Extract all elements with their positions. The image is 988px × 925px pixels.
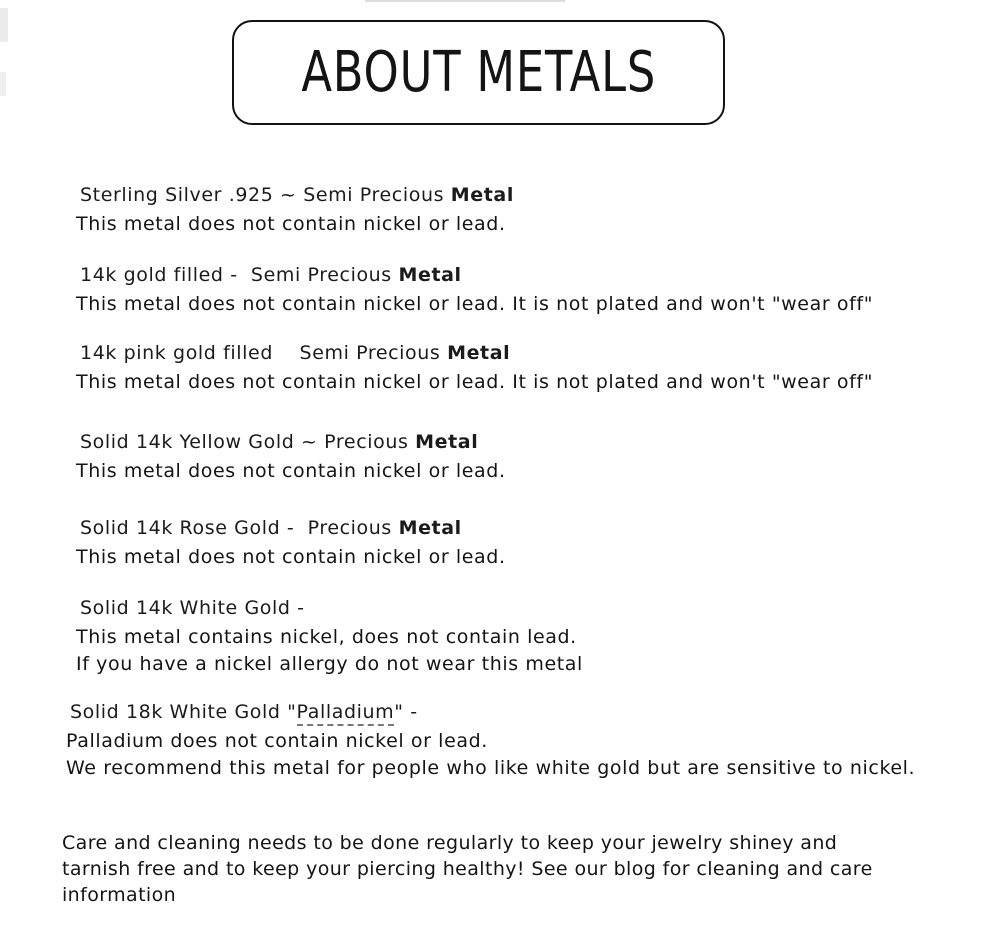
heading-text: Solid 18k White Gold " <box>70 701 297 723</box>
care-and-cleaning-note <box>62 830 968 908</box>
page-title: ABOUT METALS <box>301 40 656 105</box>
section-text: This metal does not contain nickel or lead. It is not plated and won't "wear off" <box>76 293 874 315</box>
section-sterling-silver <box>76 182 968 238</box>
heading-bold-text: Metal <box>398 264 462 286</box>
heading-bold-text: Metal <box>415 431 479 453</box>
heading-text: Solid 14k Rose Gold - Precious <box>80 517 399 539</box>
heading-text: Solid 14k White Gold - <box>80 597 305 619</box>
section-text: We recommend this metal for people who like white gold but are sensitive to nickel. <box>66 757 916 779</box>
section-heading <box>76 340 968 367</box>
footer-text: tarnish free and to keep your piercing healthy! See our blog for cleaning and care <box>62 858 873 880</box>
section-solid-14k-rose-gold <box>76 515 968 571</box>
section-heading <box>66 699 968 726</box>
footer-text: Care and cleaning needs to be done regularly to keep your jewelry shiney and <box>62 832 838 854</box>
heading-text: Solid 14k Yellow Gold ~ Precious <box>80 431 416 453</box>
section-text: This metal does not contain nickel or lead. <box>76 546 506 568</box>
section-heading <box>76 262 968 289</box>
heading-bold-text: Metal <box>447 342 511 364</box>
section-heading <box>76 595 968 622</box>
heading-bold-text: Metal <box>398 517 462 539</box>
heading-text: Sterling Silver .925 ~ Semi Precious <box>80 184 451 206</box>
scan-artifact-left-smudge <box>0 8 8 42</box>
section-14k-gold-filled <box>76 262 968 318</box>
section-solid-14k-white-gold <box>76 595 968 678</box>
heading-bold-text: Metal <box>450 184 514 206</box>
scan-artifact-top-line <box>365 0 565 2</box>
section-text: Palladium does not contain nickel or lead. <box>66 730 488 752</box>
section-solid-14k-yellow-gold <box>76 429 968 485</box>
heading-text: 14k pink gold filled Semi Precious <box>80 342 448 364</box>
section-heading <box>76 515 968 542</box>
footer-text: information <box>62 884 177 906</box>
section-text: This metal does not contain nickel or lead. It is not plated and won't "wear off" <box>76 371 874 393</box>
heading-text: " - <box>394 701 418 723</box>
heading-palladium-word: Palladium <box>297 701 395 726</box>
section-text: This metal does not contain nickel or lead. <box>76 460 506 482</box>
section-heading <box>76 182 968 209</box>
heading-text: 14k gold filled - Semi Precious <box>80 264 399 286</box>
section-solid-18k-white-gold-palladium <box>66 699 968 782</box>
scan-artifact-left-smudge <box>0 72 6 96</box>
section-heading <box>76 429 968 456</box>
title-box <box>232 20 725 125</box>
section-14k-pink-gold-filled <box>76 340 968 396</box>
section-text: This metal contains nickel, does not contain lead. <box>76 626 577 648</box>
section-text: This metal does not contain nickel or lead. <box>76 213 506 235</box>
section-text: If you have a nickel allergy do not wear this metal <box>76 653 583 675</box>
